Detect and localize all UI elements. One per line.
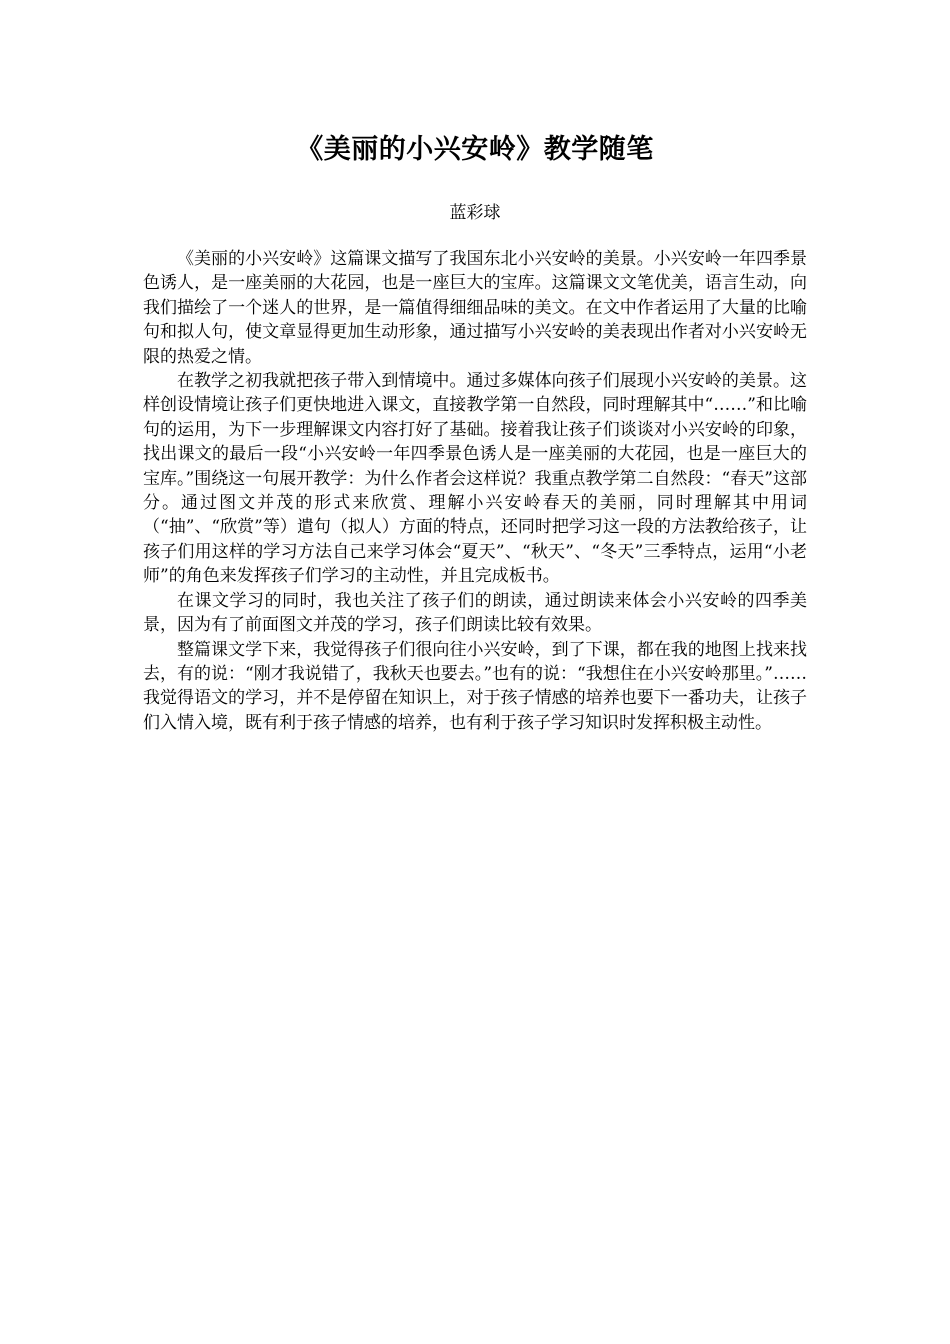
paragraph-2: 在教学之初我就把孩子带入到情境中。通过多媒体向孩子们展现小兴安岭的美景。这样创设情境让孩子们更快地进入课文，直接教学第一自然段，同时理解其中“……”和比喻句的运用，为下一步理解课文内容打好了基础。接着我让孩子们谈谈对小兴安岭的印象，找出课文的最后一段“小兴安岭一年四季景色诱人是一座美丽的大花园，也是一座巨大的宝库。”围绕这一句展开教学：为什么作者会这样说？我重点教学第二自然段：“春天”这部分。通过图文并茂的形式来欣赏、理解小兴安岭春天的美丽，同时理解其中用词（“抽”、“欣赏”等）遣句（拟人）方面的特点，还同时把学习这一段的方法教给孩子，让孩子们用这样的学习方法自己来学习体会“夏天”、“秋天”、“冬天”三季特点，运用“小老师”的角色来发挥孩子们学习的主动性，并且完成板书。 (143, 371, 807, 587)
paragraph-4: 整篇课文学下来，我觉得孩子们很向往小兴安岭，到了下课，都在我的地图上找来找去，有的说：“刚才我说错了，我秋天也要去。”也有的说：“我想住在小兴安岭那里。”……我觉得语文的学习，并不是停留在知识上，对于孩子情感的培养也要下一番功夫，让孩子们入情入境，既有利于孩子情感的培养，也有利于孩子学习知识时发挥积极主动性。 (143, 639, 807, 733)
paragraph-1: 《美丽的小兴安岭》这篇课文描写了我国东北小兴安岭的美景。小兴安岭一年四季景色诱人，是一座美丽的大花园，也是一座巨大的宝库。这篇课文文笔优美，语言生动，向我们描绘了一个迷人的世界，是一篇值得细细品味的美文。在文中作者运用了大量的比喻句和拟人句，使文章显得更加生动形象，通过描写小兴安岭的美表现出作者对小兴安岭无限的热爱之情。 (143, 249, 807, 367)
document-title: 《美丽的小兴安岭》教学随笔 (296, 134, 654, 165)
paragraph-3: 在课文学习的同时，我也关注了孩子们的朗读，通过朗读来体会小兴安岭的四季美景，因为有了前面图文并茂的学习，孩子们朗读比较有效果。 (143, 590, 807, 636)
document-body (143, 247, 807, 735)
author-name: 蓝彩球 (449, 203, 501, 223)
